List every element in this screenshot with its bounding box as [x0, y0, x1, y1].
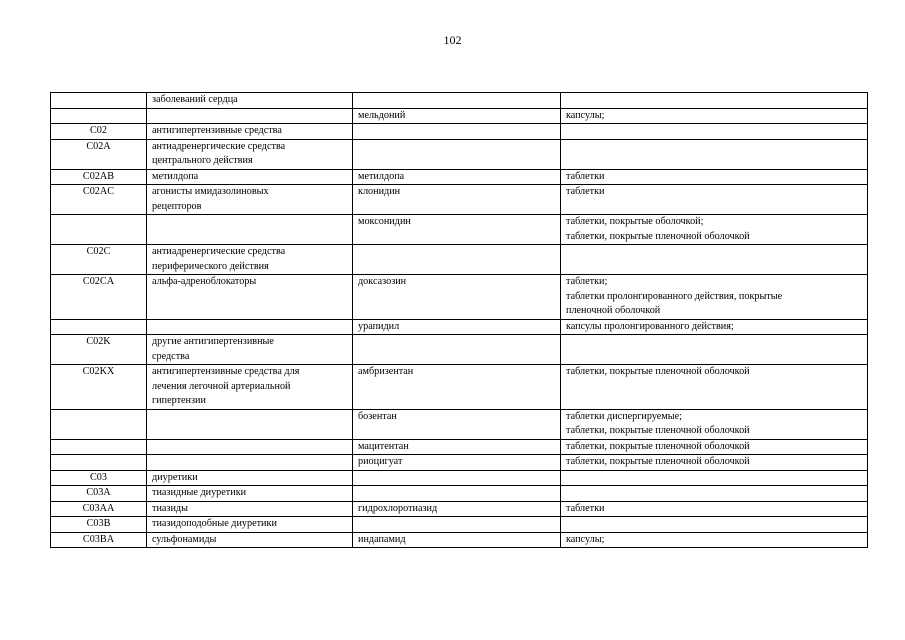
- group-name-cell: сульфонамиды: [147, 532, 353, 548]
- table-row: [51, 409, 868, 439]
- dosage-form-cell: [561, 139, 868, 169]
- atc-code-cell: C02C: [51, 245, 147, 275]
- table-row: [51, 124, 868, 140]
- table-row: [51, 455, 868, 471]
- drug-name-cell: мельдоний: [353, 108, 561, 124]
- atc-code-cell: [51, 215, 147, 245]
- table-row: [51, 245, 868, 275]
- group-name-cell: другие антигипертензивные средства: [147, 335, 353, 365]
- group-name-cell: [147, 439, 353, 455]
- atc-code-cell: [51, 93, 147, 109]
- drug-name-cell: [353, 124, 561, 140]
- group-name-cell: тиазиды: [147, 501, 353, 517]
- dosage-form-cell: капсулы пролонгированного действия;: [561, 319, 868, 335]
- table-row: [51, 319, 868, 335]
- table-row: [51, 215, 868, 245]
- group-name-cell: альфа-адреноблокаторы: [147, 275, 353, 320]
- page-number: 102: [443, 33, 462, 47]
- dosage-form-cell: таблетки; таблетки пролонгированного действия, покрытые пленочной оболочкой: [561, 275, 868, 320]
- drug-name-cell: бозентан: [353, 409, 561, 439]
- atc-code-cell: C03B: [51, 517, 147, 533]
- atc-code-cell: C02A: [51, 139, 147, 169]
- atc-code-cell: C02: [51, 124, 147, 140]
- table-row: [51, 185, 868, 215]
- table-row: [51, 517, 868, 533]
- table-row: [51, 108, 868, 124]
- group-name-cell: антигипертензивные средства: [147, 124, 353, 140]
- atc-code-cell: [51, 455, 147, 471]
- drug-name-cell: моксонидин: [353, 215, 561, 245]
- group-name-cell: антиадренергические средства периферического действия: [147, 245, 353, 275]
- table-row: [51, 501, 868, 517]
- dosage-form-cell: таблетки, покрытые оболочкой; таблетки, покрытые пленочной оболочкой: [561, 215, 868, 245]
- dosage-form-cell: таблетки, покрытые пленочной оболочкой: [561, 439, 868, 455]
- atc-code-cell: C03AA: [51, 501, 147, 517]
- atc-code-cell: C03A: [51, 486, 147, 502]
- table-row: [51, 93, 868, 109]
- atc-code-cell: C02KX: [51, 365, 147, 410]
- dosage-form-cell: таблетки: [561, 185, 868, 215]
- dosage-form-cell: [561, 517, 868, 533]
- dosage-form-cell: [561, 124, 868, 140]
- atc-code-cell: C02K: [51, 335, 147, 365]
- table-row: [51, 532, 868, 548]
- drug-name-cell: [353, 139, 561, 169]
- atc-code-cell: C02AB: [51, 169, 147, 185]
- group-name-cell: антигипертензивные средства для лечения легочной артериальной гипертензии: [147, 365, 353, 410]
- drug-name-cell: гидрохлоротиазид: [353, 501, 561, 517]
- drug-name-cell: клонидин: [353, 185, 561, 215]
- group-name-cell: [147, 215, 353, 245]
- drug-name-cell: [353, 517, 561, 533]
- atc-code-cell: [51, 319, 147, 335]
- drug-name-cell: [353, 486, 561, 502]
- drug-name-cell: риоцигуат: [353, 455, 561, 471]
- drug-name-cell: мацитентан: [353, 439, 561, 455]
- table-row: [51, 335, 868, 365]
- table-row: [51, 169, 868, 185]
- table-row: [51, 139, 868, 169]
- atc-code-cell: C03: [51, 470, 147, 486]
- group-name-cell: [147, 108, 353, 124]
- drug-name-cell: урапидил: [353, 319, 561, 335]
- atc-code-cell: [51, 108, 147, 124]
- group-name-cell: тиазидные диуретики: [147, 486, 353, 502]
- dosage-form-cell: [561, 486, 868, 502]
- dosage-form-cell: таблетки, покрытые пленочной оболочкой: [561, 455, 868, 471]
- atc-code-cell: C02AC: [51, 185, 147, 215]
- drug-table: [50, 92, 868, 548]
- dosage-form-cell: таблетки диспергируемые; таблетки, покрытые пленочной оболочкой: [561, 409, 868, 439]
- atc-code-cell: C02CA: [51, 275, 147, 320]
- group-name-cell: [147, 455, 353, 471]
- group-name-cell: антиадренергические средства центрального действия: [147, 139, 353, 169]
- group-name-cell: тиазидоподобные диуретики: [147, 517, 353, 533]
- atc-code-cell: C03BA: [51, 532, 147, 548]
- table-row: [51, 439, 868, 455]
- table-row: [51, 275, 868, 320]
- drug-name-cell: метилдопа: [353, 169, 561, 185]
- atc-code-cell: [51, 409, 147, 439]
- dosage-form-cell: [561, 470, 868, 486]
- drug-name-cell: [353, 335, 561, 365]
- drug-name-cell: [353, 93, 561, 109]
- dosage-form-cell: капсулы;: [561, 108, 868, 124]
- dosage-form-cell: таблетки, покрытые пленочной оболочкой: [561, 365, 868, 410]
- dosage-form-cell: капсулы;: [561, 532, 868, 548]
- group-name-cell: диуретики: [147, 470, 353, 486]
- dosage-form-cell: таблетки: [561, 501, 868, 517]
- drug-name-cell: доксазозин: [353, 275, 561, 320]
- table-row: [51, 486, 868, 502]
- dosage-form-cell: таблетки: [561, 169, 868, 185]
- drug-name-cell: [353, 470, 561, 486]
- group-name-cell: [147, 409, 353, 439]
- table-row: [51, 365, 868, 410]
- atc-code-cell: [51, 439, 147, 455]
- group-name-cell: заболеваний сердца: [147, 93, 353, 109]
- table-body: [51, 93, 868, 548]
- dosage-form-cell: [561, 93, 868, 109]
- table-row: [51, 470, 868, 486]
- group-name-cell: агонисты имидазолиновых рецепторов: [147, 185, 353, 215]
- drug-name-cell: индапамид: [353, 532, 561, 548]
- group-name-cell: [147, 319, 353, 335]
- dosage-form-cell: [561, 245, 868, 275]
- dosage-form-cell: [561, 335, 868, 365]
- drug-name-cell: [353, 245, 561, 275]
- drug-name-cell: амбризентан: [353, 365, 561, 410]
- group-name-cell: метилдопа: [147, 169, 353, 185]
